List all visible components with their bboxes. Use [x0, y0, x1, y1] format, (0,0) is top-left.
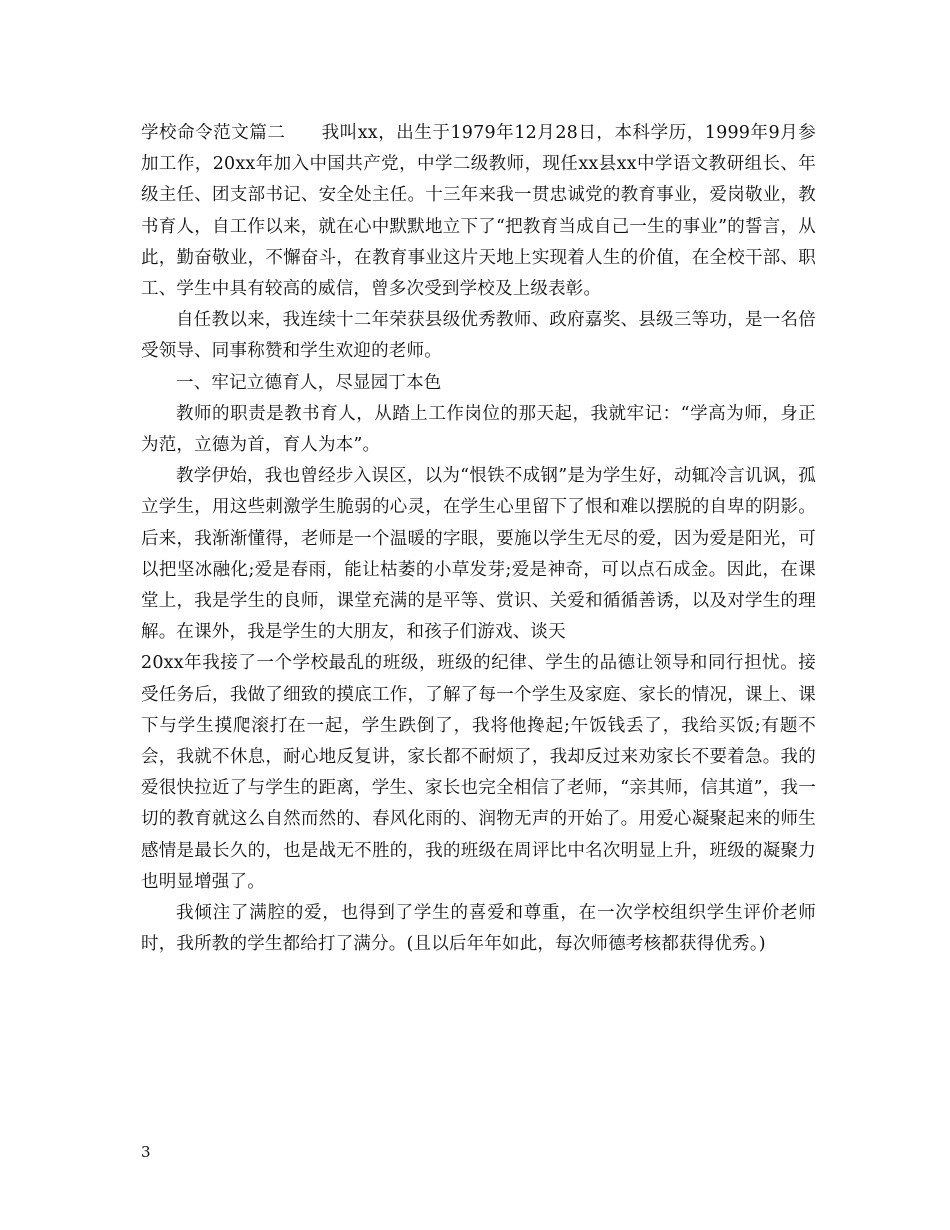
page-number: 3: [141, 1143, 151, 1161]
paragraph-intro: 学校命令范文篇二 我叫xx，出生于1979年12月28日，本科学历，1999年9月参加工作，20xx年加入中国共产党，中学二级教师，现任xx县xx中学语文教研组长、年级主任、团支部书记、安全处主任。十三年来我一贯忠诚党的教育事业，爱岗敬业，教书育人，自工作以来，就在心中默默地立下了“把教育当成自己一生的事业”的誓言，从此，勤奋敬业，不懈奋斗，在教育事业这片天地上实现着人生的价值，在全校干部、职工、学生中具有较高的威信，曾多次受到学校及上级表彰。: [141, 123, 816, 300]
paragraph-duty: 教师的职责是教书育人，从踏上工作岗位的那天起，我就牢记：“学高为师，身正为范，立德为首，育人为本”。: [141, 403, 816, 456]
paragraph-teaching: 教学伊始，我也曾经步入误区，以为“恨铁不成钢”是为学生好，动辄冷言讥讽，孤立学生，用这些刺激学生脆弱的心灵，在学生心里留下了恨和难以摆脱的自卑的阴影。后来，我渐渐懂得，老师是一个温暖的字眼，要施以学生无尽的爱，因为爱是阳光，可以把坚冰融化;爱是春雨，能让枯萎的小草发芽;爱是神奇，可以点石成金。因此，在课堂上，我是学生的良师，课堂充满的是平等、赏识、关爱和循循善诱，以及对学生的理解。在课外，我是学生的大朋友，和孩子们游戏、谈天: [141, 466, 816, 643]
paragraph-class: 20xx年我接了一个学校最乱的班级，班级的纪律、学生的品德让领导和同行担忧。接受任务后，我做了细致的摸底工作，了解了每一个学生及家庭、家长的情况，课上、课下与学生摸爬滚打在一起，学生跌倒了，我将他搀起;午饭钱丢了，我给买饭;有题不会，我就不休息，耐心地反复讲，家长都不耐烦了，我却反过来劝家长不要着急。我的爱很快拉近了与学生的距离，学生、家长也完全相信了老师，“亲其师，信其道”，我一切的教育就这么自然而然的、春风化雨的、润物无声的开始了。用爱心凝聚起来的师生感情是最长久的，也是战无不胜的，我的班级在周评比中名次明显上升，班级的凝聚力也明显增强了。: [141, 653, 816, 892]
paragraph-awards: 自任教以来，我连续十二年荣获县级优秀教师、政府嘉奖、县级三等功，是一名倍受领导、同事称赞和学生欢迎的老师。: [141, 310, 816, 362]
paragraph-love: 我倾注了满腔的爱，也得到了学生的喜爱和尊重，在一次学校组织学生评价老师时，我所教的学生都给打了满分。(且以后年年如此，每次师德考核都获得优秀。): [141, 903, 816, 955]
section-heading-1: 一、牢记立德育人，尽显园丁本色: [176, 372, 442, 393]
document-body: [141, 118, 816, 960]
